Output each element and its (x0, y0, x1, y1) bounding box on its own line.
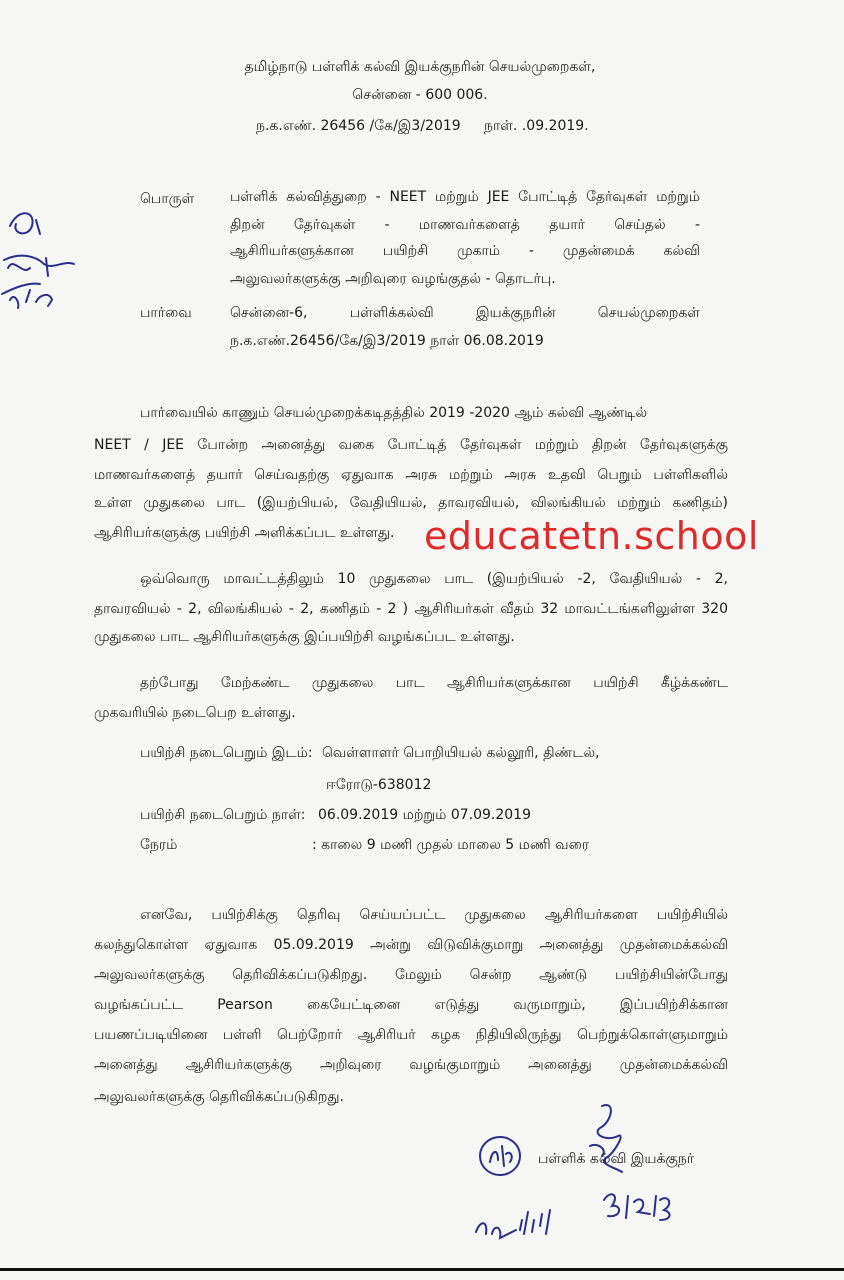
para2-line: தாவரவியல் - 2, விலங்கியல் - 2, கணிதம் - 2 ) ஆசிரியர்கள் வீதம் 32 மாவட்டங்களிலுள்ள 320 (94, 601, 728, 617)
para1-line: உள்ள முதுகலை பாட (இயற்பியல், வேதியியல், தாவரவியல், விலங்கியல் மற்றும் கணிதம்) (94, 495, 728, 511)
reference-label: பார்வை (140, 305, 192, 321)
training-venue: வெள்ளாளர் பொறியியல் கல்லூரி, திண்டல், (322, 745, 600, 761)
para3-line: தற்போது மேற்கண்ட முதுகலை பாட ஆசிரியர்களுக்கான பயிற்சி கீழ்க்கண்ட (140, 675, 728, 691)
subject-line: திறன் தேர்வுகள் - மாணவர்களைத் தயார் செய்தல் - (230, 217, 700, 233)
training-venue-city: ஈரோடு-638012 (326, 777, 432, 793)
para4-line: எனவே, பயிற்சிக்கு தெரிவு செய்யப்பட்ட முதுகலை ஆசிரியர்களை பயிற்சியில் (140, 907, 728, 923)
training-date-label: பயிற்சி நடைபெறும் நாள்: (140, 807, 306, 823)
para4-line: அலுவலர்களுக்கு தெரிவிக்கப்படுகிறது. மேலும் சென்ற ஆண்டு பயிற்சியின்போது (94, 967, 729, 983)
para2-line: ஒவ்வொரு மாவட்டத்திலும் 10 முதுகலை பாட (இயற்பியல் -2, வேதியியல் - 2, (140, 571, 728, 587)
subject-line: அலுவலர்களுக்கு அறிவுரை வழங்குதல் - தொடர்பு. (230, 271, 556, 287)
para1-line: NEET / JEE போன்ற அனைத்து வகை போட்டித் தேர்வுகள் மற்றும் திறன் தேர்வுகளுக்கு (94, 437, 728, 453)
para3-line: முகவரியில் நடைபெற உள்ளது. (94, 705, 296, 721)
watermark-text: educatetn.school (424, 514, 759, 558)
para4-line: பயணப்படியினை பள்ளி பெற்றோர் ஆசிரியர் கழக நிதியிலிருந்து பெற்றுக்கொள்ளுமாறும் (94, 1027, 728, 1043)
header-title: தமிழ்நாடு பள்ளிக் கல்வி இயக்குநரின் செயல்முறைகள், (244, 59, 596, 75)
training-venue-label: பயிற்சி நடைபெறும் இடம்: (140, 745, 313, 761)
subject-label: பொருள் (140, 191, 195, 207)
para1-line: பார்வையில் காணும் செயல்முறைக்கடிதத்தில் 2019 -2020 ஆம் கல்வி ஆண்டில் (140, 405, 648, 421)
reference-line: சென்னை-6, பள்ளிக்கல்வி இயக்குநரின் செயல்முறைகள் (230, 305, 700, 321)
handwritten-date-1 (470, 1190, 580, 1250)
margin-handwritten-note (0, 198, 110, 318)
para4-line: கலந்துகொள்ள ஏதுவாக 05.09.2019 அன்று விடுவிக்குமாறு அனைத்து முதன்மைக்கல்வி (94, 937, 728, 953)
reference-date: நாள். .09.2019. (484, 118, 589, 134)
para4-line: அலுவலர்களுக்கு தெரிவிக்கப்படுகிறது. (94, 1089, 344, 1105)
handwritten-date-2 (598, 1186, 688, 1236)
para4-line: அனைத்து ஆசிரியர்களுக்கு அறிவுரை வழங்குமாறும் அனைத்து முதன்மைக்கல்வி (94, 1057, 728, 1073)
subject-line: பள்ளிக் கல்வித்துறை - NEET மற்றும் JEE போட்டித் தேர்வுகள் மற்றும் (230, 189, 700, 205)
seal-stamp (476, 1132, 526, 1182)
training-date: 06.09.2019 மற்றும் 07.09.2019 (318, 807, 531, 823)
subject-line: ஆசிரியர்களுக்கான பயிற்சி முகாம் - முதன்மைக் கல்வி (230, 243, 700, 259)
para1-line: ஆசிரியர்களுக்கு பயிற்சி அளிக்கப்பட உள்ளது. (94, 525, 395, 541)
reference-line: ந.க.எண்.26456/கே/இ3/2019 நாள் 06.08.2019 (230, 333, 544, 349)
para2-line: முதுகலை பாட ஆசிரியர்களுக்கு இப்பயிற்சி வழங்கப்பட உள்ளது. (94, 629, 515, 645)
reference-number: ந.க.எண். 26456 /கே/இ3/2019 (256, 118, 461, 134)
bottom-border (0, 1268, 844, 1271)
header-city: சென்னை - 600 006. (352, 87, 488, 103)
training-time-label: நேரம் (140, 837, 178, 853)
training-time: : காலை 9 மணி முதல் மாலை 5 மணி வரை (312, 837, 590, 853)
para4-line: வழங்கப்பட்ட Pearson கையேட்டினை எடுத்து வருமாறும், இப்பயிற்சிக்கான (94, 997, 728, 1013)
signature-title: பள்ளிக் கல்வி இயக்குநர் (538, 1151, 695, 1167)
para1-line: மாணவர்களைத் தயார் செய்வதற்கு ஏதுவாக அரசு மற்றும் அரசு உதவி பெறும் பள்ளிகளில் (94, 467, 728, 483)
